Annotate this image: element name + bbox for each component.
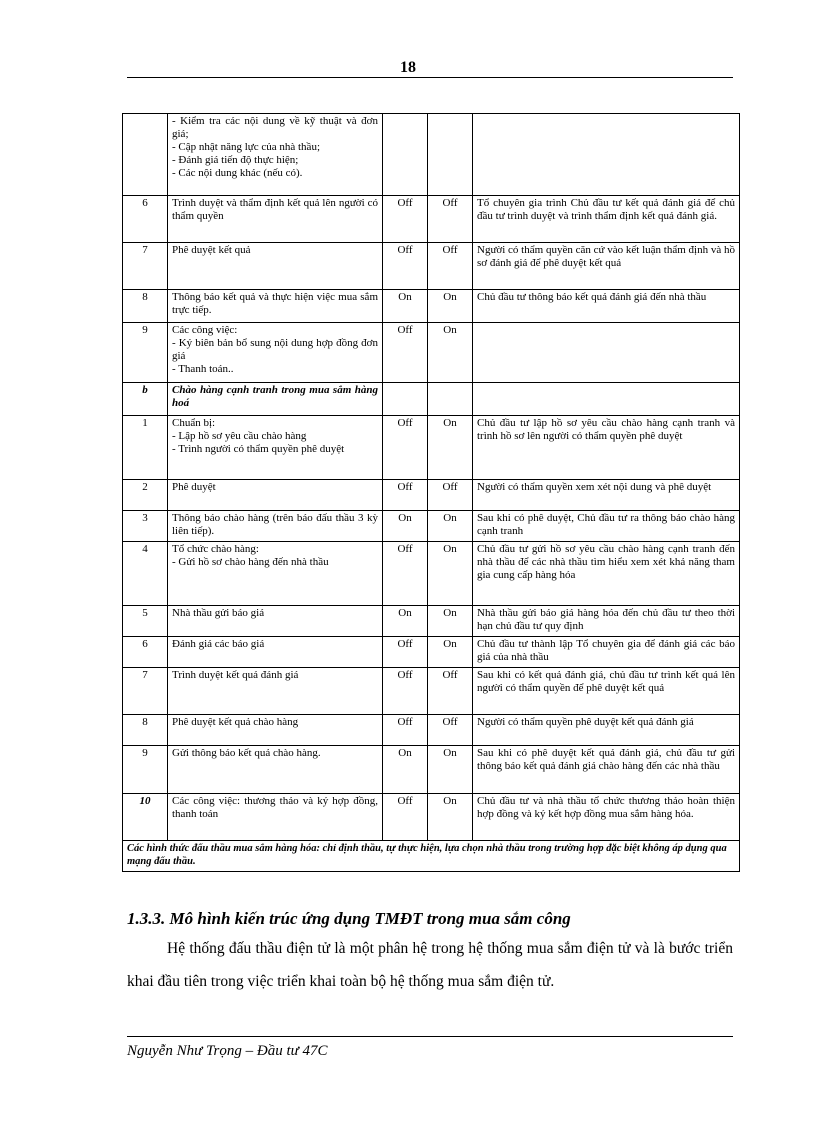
row-number: 7 bbox=[123, 243, 168, 290]
offline-flag: Off bbox=[383, 196, 428, 243]
body-paragraph: Hệ thống đấu thầu điện tử là một phân hệ trong hệ thống mua sắm điện tử và là bước triển khai đầu tiên trong việc triển khai toàn bộ hệ thống mua sắm điện tử. bbox=[127, 940, 733, 990]
online-flag: Off bbox=[428, 715, 473, 746]
task-line: Phê duyệt kết quả bbox=[172, 244, 251, 256]
table-row bbox=[123, 511, 740, 542]
row-number: 9 bbox=[123, 323, 168, 383]
description-cell: Chủ đầu tư thành lập Tổ chuyên gia để đánh giá các báo giá của nhà thầu bbox=[473, 637, 740, 668]
offline-flag: Off bbox=[383, 668, 428, 715]
row-number bbox=[123, 114, 168, 196]
table-row bbox=[123, 668, 740, 715]
description-cell: Chủ đầu tư lập hồ sơ yêu cầu chào hàng cạnh tranh và trình hồ sơ lên người có thẩm quyền phê duyệt bbox=[473, 416, 740, 480]
description-cell: Người có thẩm quyền phê duyệt kết quả đánh giá bbox=[473, 715, 740, 746]
task-cell bbox=[168, 243, 383, 290]
table-note: Các hình thức đấu thầu mua sắm hàng hóa: chỉ định thầu, tự thực hiện, lựa chọn nhà thầu trong trường hợp đặc biệt không áp dụng qua mạng đấu thầu. bbox=[123, 841, 740, 872]
task-line: - Trình người có thẩm quyền phê duyệt bbox=[172, 443, 345, 455]
task-line: - Đánh giá tiến độ thực hiện; bbox=[172, 154, 299, 166]
task-line: Gửi thông báo kết quả chào hàng. bbox=[172, 747, 321, 759]
table-row bbox=[123, 715, 740, 746]
online-flag: On bbox=[428, 746, 473, 794]
table-row bbox=[123, 290, 740, 323]
online-flag: On bbox=[428, 606, 473, 637]
task-cell bbox=[168, 606, 383, 637]
row-number: 1 bbox=[123, 416, 168, 480]
task-cell bbox=[168, 416, 383, 480]
task-line: Thông báo chào hàng (trên báo đấu thầu 3 kỳ liên tiếp). bbox=[172, 512, 378, 537]
offline-flag bbox=[383, 383, 428, 416]
table-row bbox=[123, 114, 740, 196]
description-cell: Người có thẩm quyền căn cứ vào kết luận thẩm định và hồ sơ đánh giá để phê duyệt kết quả bbox=[473, 243, 740, 290]
task-cell bbox=[168, 511, 383, 542]
offline-flag: Off bbox=[383, 416, 428, 480]
table-row bbox=[123, 383, 740, 416]
table-row bbox=[123, 323, 740, 383]
task-cell bbox=[168, 383, 383, 416]
header-rule bbox=[127, 77, 733, 78]
online-flag bbox=[428, 383, 473, 416]
online-flag: On bbox=[428, 416, 473, 480]
footer-rule bbox=[127, 1036, 733, 1037]
table-row bbox=[123, 196, 740, 243]
task-line: Tổ chức chào hàng: bbox=[172, 543, 259, 555]
row-number: 2 bbox=[123, 480, 168, 511]
row-number: 8 bbox=[123, 715, 168, 746]
row-number: 5 bbox=[123, 606, 168, 637]
task-cell bbox=[168, 196, 383, 243]
task-line: - Lập hồ sơ yêu cầu chào hàng bbox=[172, 430, 307, 442]
description-cell: Tổ chuyên gia trình Chủ đầu tư kết quả đánh giá để chủ đầu tư trình duyệt và trình thẩm định kết quả đánh giá. bbox=[473, 196, 740, 243]
row-number: 10 bbox=[123, 794, 168, 841]
table-row bbox=[123, 794, 740, 841]
online-flag: On bbox=[428, 290, 473, 323]
task-line: Trình duyệt và thẩm định kết quả lên người có thẩm quyền bbox=[172, 197, 378, 222]
task-cell bbox=[168, 290, 383, 323]
task-line: - Ký biên bản bổ sung nội dung hợp đồng đơn giá bbox=[172, 337, 378, 362]
table-row bbox=[123, 606, 740, 637]
task-cell bbox=[168, 323, 383, 383]
online-flag bbox=[428, 114, 473, 196]
row-number: 3 bbox=[123, 511, 168, 542]
offline-flag: Off bbox=[383, 323, 428, 383]
row-number: 7 bbox=[123, 668, 168, 715]
table-body bbox=[123, 114, 740, 872]
task-line: - Thanh toán.. bbox=[172, 363, 234, 375]
task-line: - Các nội dung khác (nếu có). bbox=[172, 167, 303, 179]
task-cell bbox=[168, 668, 383, 715]
table-row bbox=[123, 480, 740, 511]
task-line: Phê duyệt bbox=[172, 481, 216, 493]
task-cell bbox=[168, 480, 383, 511]
offline-flag: On bbox=[383, 511, 428, 542]
description-cell bbox=[473, 383, 740, 416]
online-flag: Off bbox=[428, 243, 473, 290]
row-number: 6 bbox=[123, 637, 168, 668]
footer-text: Nguyễn Như Trọng – Đầu tư 47C bbox=[127, 1043, 328, 1059]
online-flag: On bbox=[428, 637, 473, 668]
offline-flag: Off bbox=[383, 480, 428, 511]
task-line: Thông báo kết quả và thực hiện việc mua sắm trực tiếp. bbox=[172, 291, 378, 316]
description-cell: Sau khi có phê duyệt, Chủ đầu tư ra thông báo chào hàng cạnh tranh bbox=[473, 511, 740, 542]
offline-flag: On bbox=[383, 746, 428, 794]
table-row bbox=[123, 746, 740, 794]
table-row bbox=[123, 243, 740, 290]
task-cell bbox=[168, 746, 383, 794]
task-cell bbox=[168, 114, 383, 196]
row-number: 8 bbox=[123, 290, 168, 323]
table-row bbox=[123, 542, 740, 606]
row-number: 9 bbox=[123, 746, 168, 794]
online-flag: On bbox=[428, 542, 473, 606]
task-cell bbox=[168, 794, 383, 841]
online-flag: On bbox=[428, 323, 473, 383]
description-cell: Sau khi có kết quả đánh giá, chủ đầu tư trình kết quả lên người có thẩm quyền để phê duyệt kết quả bbox=[473, 668, 740, 715]
offline-flag: Off bbox=[383, 542, 428, 606]
offline-flag: On bbox=[383, 606, 428, 637]
online-flag: Off bbox=[428, 480, 473, 511]
row-number: 4 bbox=[123, 542, 168, 606]
procurement-steps-table bbox=[122, 113, 740, 872]
offline-flag: Off bbox=[383, 715, 428, 746]
task-line: Phê duyệt kết quả chào hàng bbox=[172, 716, 299, 728]
description-cell: Người có thẩm quyền xem xét nội dung và phê duyệt bbox=[473, 480, 740, 511]
description-cell: Chủ đầu tư và nhà thầu tổ chức thương thảo hoàn thiện hợp đồng và ký kết hợp đồng mua sắm hàng hóa. bbox=[473, 794, 740, 841]
row-number: 6 bbox=[123, 196, 168, 243]
task-line: - Kiểm tra các nội dung về kỹ thuật và đơn giá; bbox=[172, 115, 378, 140]
task-cell bbox=[168, 715, 383, 746]
online-flag: On bbox=[428, 794, 473, 841]
description-cell bbox=[473, 114, 740, 196]
task-line: Chào hàng cạnh tranh trong mua sắm hàng hoá bbox=[172, 384, 378, 409]
online-flag: Off bbox=[428, 196, 473, 243]
description-cell: Chủ đầu tư gửi hồ sơ yêu cầu chào hàng cạnh tranh đến nhà thầu để các nhà thầu tìm hiểu xem xét khả năng tham gia cung cấp hàng hóa bbox=[473, 542, 740, 606]
task-line: Các công việc: thương thảo và ký hợp đồng, thanh toán bbox=[172, 795, 378, 820]
task-line: Trình duyệt kết quả đánh giá bbox=[172, 669, 299, 681]
online-flag: On bbox=[428, 511, 473, 542]
table-row bbox=[123, 637, 740, 668]
description-cell: Chủ đầu tư thông báo kết quả đánh giá đến nhà thầu bbox=[473, 290, 740, 323]
description-cell: Sau khi có phê duyệt kết quả đánh giá, chủ đầu tư gửi thông báo kết quả đánh giá chào hàng đến các nhà thầu bbox=[473, 746, 740, 794]
task-cell bbox=[168, 542, 383, 606]
table-note-row bbox=[123, 841, 740, 872]
section-heading: 1.3.3. Mô hình kiến trúc ứng dụng TMĐT trong mua sắm công bbox=[127, 909, 571, 928]
offline-flag: Off bbox=[383, 794, 428, 841]
table-row bbox=[123, 416, 740, 480]
description-cell bbox=[473, 323, 740, 383]
description-cell: Nhà thầu gửi báo giá hàng hóa đến chủ đầu tư theo thời hạn chủ đầu tư quy định bbox=[473, 606, 740, 637]
offline-flag: Off bbox=[383, 637, 428, 668]
task-line: Các công việc: bbox=[172, 324, 238, 336]
task-cell bbox=[168, 637, 383, 668]
online-flag: Off bbox=[428, 668, 473, 715]
task-line: Nhà thầu gửi báo giá bbox=[172, 607, 265, 619]
offline-flag: On bbox=[383, 290, 428, 323]
offline-flag: Off bbox=[383, 243, 428, 290]
page-number: 18 bbox=[400, 59, 416, 76]
offline-flag bbox=[383, 114, 428, 196]
task-line: - Gửi hồ sơ chào hàng đến nhà thầu bbox=[172, 556, 329, 568]
task-line: Đánh giá các báo giá bbox=[172, 638, 265, 650]
task-line: - Cập nhật năng lực của nhà thầu; bbox=[172, 141, 320, 153]
row-number: b bbox=[123, 383, 168, 416]
task-line: Chuẩn bị: bbox=[172, 417, 216, 429]
